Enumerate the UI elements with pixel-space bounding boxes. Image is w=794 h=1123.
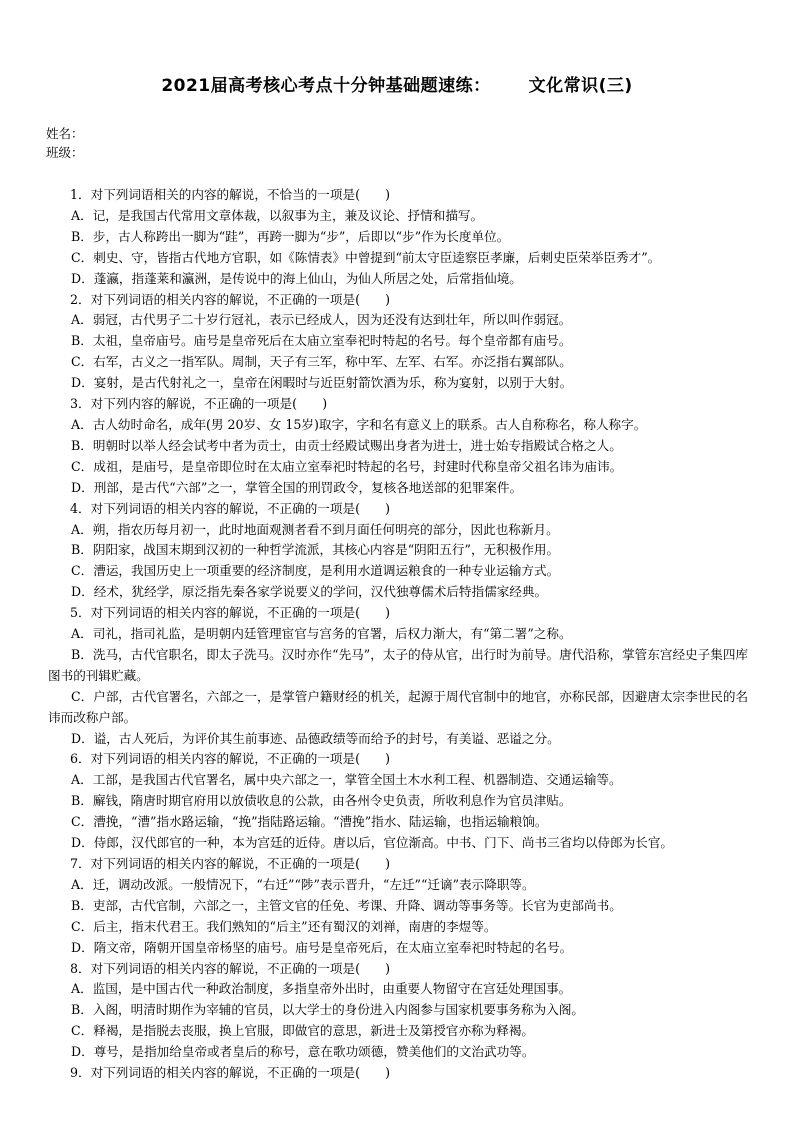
answer-option: A．司礼，指司礼监，是明朝内廷管理宦官与宫务的官署，后权力渐大，有“第二署”之称。 xyxy=(71,626,572,642)
question-stem: 9．对下列词语的相关内容的解说，不正确的一项是( ) xyxy=(70,1065,391,1081)
answer-option: B．洗马，古代官职名，即太子洗马。汉时亦作“先马”，太子的侍从官，出行时为前导。唐代沿称，掌管东宫经史子集四库图书的刊辑贮藏。 xyxy=(48,646,749,683)
answer-option: B．吏部，古代官制，六部之一，主管文官的任免、考课、升降、调动等事务等。长官为吏部尚书。 xyxy=(71,897,622,913)
answer-option: B．步，古人称跨出一脚为“跬”，再跨一脚为“步”，后即以“步”作为长度单位。 xyxy=(71,228,510,244)
question-list xyxy=(48,185,756,1084)
answer-option: C．漕挽，“漕”指水路运输，“挽”指陆路运输。“漕挽”指水、陆运输，也指运输粮饷。 xyxy=(71,814,548,830)
question-stem: 6．对下列词语的相关内容的解说，不正确的一项是( ) xyxy=(70,751,391,767)
question-stem: 2．对下列词语的相关内容的解说，不正确的一项是( ) xyxy=(70,291,391,307)
answer-option: D．刑部，是古代“六部”之一，掌管全国的刑罚政令，复核各地送部的犯罪案件。 xyxy=(71,479,523,495)
answer-option: B．太祖，皇帝庙号。庙号是皇帝死后在太庙立室奉祀时特起的名号。每个皇帝都有庙号。 xyxy=(71,333,572,349)
answer-option: A．朔，指农历每月初一，此时地面观测者看不到月面任何明亮的部分，因此也称新月。 xyxy=(71,521,559,537)
answer-option: C．漕运，我国历史上一项重要的经济制度，是利用水道调运粮食的一种专业运输方式。 xyxy=(71,563,560,579)
answer-option: B．阴阳家，战国末期到汉初的一种哲学流派，其核心内容是“阴阳五行”，无积极作用。 xyxy=(71,542,560,558)
answer-option: D．宴射，是古代射礼之一，皇帝在闲暇时与近臣射箭饮酒为乐，称为宴射，以别于大射。 xyxy=(71,375,573,391)
page-title-main: 2021届高考核心考点十分钟基础题速练： xyxy=(161,76,491,96)
answer-option: D．蓬瀛，指蓬莱和瀛洲，是传说中的海上仙山，为仙人所居之处，后常指仙境。 xyxy=(71,270,522,286)
answer-option: C．成祖，是庙号，是皇帝即位时在太庙立室奉祀时特起的名号，封建时代称皇帝父祖名讳为庙讳。 xyxy=(71,458,623,474)
answer-option: B．入阁，明清时期作为宰辅的官员，以大学士的身份进入内阁参与国家机要事务称为入阁。 xyxy=(71,1002,585,1018)
answer-option: A．弱冠，古代男子二十岁行冠礼，表示已经成人，因为还没有达到壮年，所以叫作弱冠。 xyxy=(71,312,572,328)
answer-option: C．右军，古义之一指军队。周制，天子有三军，称中军、左军、右军。亦泛指右翼部队。 xyxy=(71,354,572,370)
answer-option: D．隋文帝，隋朝开国皇帝杨坚的庙号。庙号是皇帝死后，在太庙立室奉祀时特起的名号。 xyxy=(71,939,573,955)
page-title-topic: 文化常识(三) xyxy=(528,76,633,96)
answer-option: D．谥，古人死后，为评价其生前事迹、品德政绩等而给予的封号，有美谥、恶谥之分。 xyxy=(71,730,560,746)
question-stem: 5．对下列词语的相关内容的解说，不正确的一项是( ) xyxy=(70,605,391,621)
question-stem: 3．对下列内容的解说，不正确的一项是( ) xyxy=(70,396,328,412)
answer-option: B．明朝时以举人经会试考中者为贡士，由贡士经殿试赐出身者为进士，进士始专指殿试合格之人。 xyxy=(71,437,622,453)
class-label: 班级： xyxy=(46,145,84,160)
answer-option: A．古人幼时命名，成年(男 20岁、女 15岁)取字，字和名有意义上的联系。古人自称称名，称人称字。 xyxy=(71,416,647,432)
answer-option: C．刺史、守，皆指古代地方官职，如《陈情表》中曾提到“前太守臣逵察臣孝廉，后刺史臣荣举臣秀才”。 xyxy=(71,249,661,265)
student-info xyxy=(46,124,84,162)
question-stem: 7．对下列词语的相关内容的解说，不正确的一项是( ) xyxy=(70,856,391,871)
answer-option: C．后主，指末代君王。我们熟知的“后主”还有蜀汉的刘禅，南唐的李煜等。 xyxy=(71,918,497,934)
name-label: 姓名： xyxy=(46,126,84,141)
answer-option: D．经术，犹经学，原泛指先秦各家学说要义的学问，汉代独尊儒术后特指儒家经典。 xyxy=(71,584,548,600)
answer-option: C．释褐，是指脱去丧服，换上官服，即做官的意思，新进士及第授官亦称为释褐。 xyxy=(71,1023,535,1039)
answer-option: A．工部，是我国古代官署名，属中央六部之一，掌管全国土木水利工程、机器制造、交通运输等。 xyxy=(71,772,622,788)
answer-option: D．尊号，是指加给皇帝或者皇后的称号，意在歌功颂德，赞美他们的文治武功等。 xyxy=(71,1044,535,1060)
question-stem: 4．对下列词语的相关内容的解说，不正确的一项是( ) xyxy=(70,500,391,516)
answer-option: C．户部，古代官署名，六部之一，是掌管户籍财经的机关，起源于周代官制中的地官，亦称民部，因避唐太宗李世民的名讳而改称户部。 xyxy=(48,688,749,725)
answer-option: A．监国，是中国古代一种政治制度，多指皇帝外出时，由重要人物留守在宫廷处理国事。 xyxy=(71,981,572,997)
answer-option: B．廨钱，隋唐时期官府用以放债收息的公款，由各州令史负责，所收利息作为官员津贴。 xyxy=(71,793,572,809)
question-stem: 1．对下列词语相关的内容的解说，不恰当的一项是( ) xyxy=(70,187,391,202)
question-stem: 8．对下列词语的相关内容的解说，不正确的一项是( ) xyxy=(70,960,391,976)
answer-option: D．侍郎，汉代郎官的一种，本为宫廷的近侍。唐以后，官位渐高。中书、门下、尚书三省均以侍郎为长官。 xyxy=(71,835,674,851)
answer-option: A．记，是我国古代常用文章体裁，以叙事为主，兼及议论、抒情和描写。 xyxy=(71,207,484,223)
answer-option: A．迁，调动改派。一般情况下，“右迁”“陟”表示晋升，“左迁”“迁谪”表示降职等。 xyxy=(71,876,535,892)
page-title xyxy=(0,74,794,98)
